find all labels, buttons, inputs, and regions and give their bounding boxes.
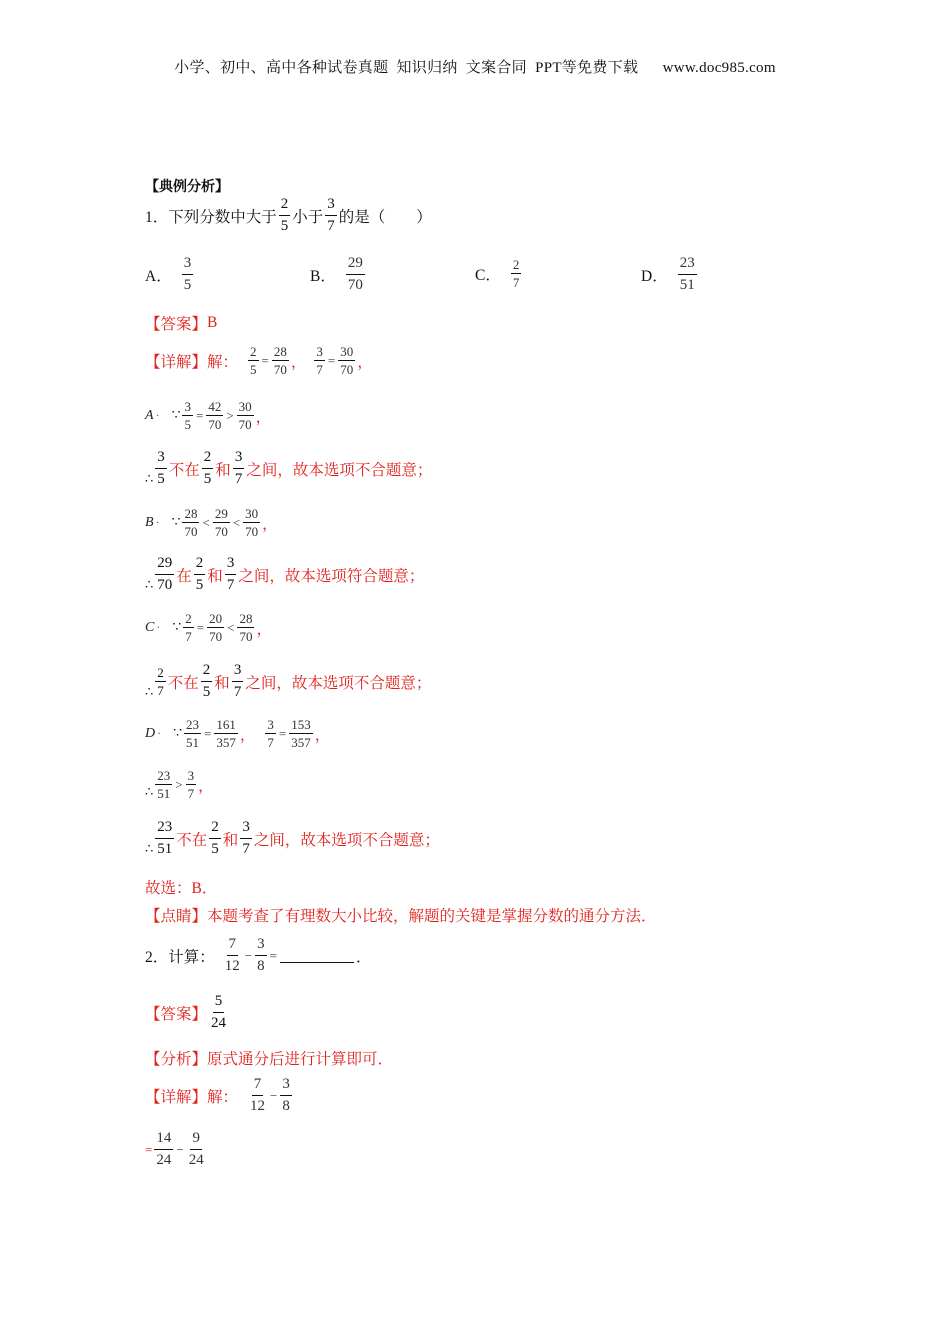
q2-answer: 【答案】 $\frac{5}{24}$ <box>145 993 227 1031</box>
q2-analysis: 【分析】 原式通分后进行计算即可． <box>145 1051 394 1068</box>
page-header: 小学、初中、高中各种试卷真题 知识归纳 文案合同 PPT等免费下载 www.doc985.com <box>174 60 776 76</box>
question-text: 下列分数中大于 <box>168 208 277 226</box>
detail-line: 【详解】 解： $\frac{2}{5}$ = $\frac{28}{70}$ ， $\frac{3}{7}$ = $\frac{30}{70}$ ， <box>145 344 373 377</box>
q2-detail: 【详解】 解： $\frac{7}{12}$ − $\frac{3}{8}$ <box>145 1076 290 1114</box>
question-2: 2． 计算： $\frac{7}{12}$ − $\frac{3}{8}$ = ． <box>145 936 372 974</box>
analysis-b: B · ∵ $\frac{28}{70}$ < $\frac{29}{70}$ < $\frac{30}{70}$ ， <box>145 506 278 539</box>
fraction: $\frac{2}{5}$ <box>280 196 289 234</box>
compare-d: ∴ $\frac{23}{51}$ > $\frac{3}{7}$ ， <box>145 768 214 801</box>
answer-line: 【答案】 B <box>145 314 218 333</box>
conclusion-d: ∴ $\frac{23}{51}$ 不在 $\frac{2}{5}$ 和 $\frac{3}{7}$ 之间，故本选项不合题意； <box>145 819 440 857</box>
conclusion-a: ∴ $\frac{3}{5}$ 不在 $\frac{2}{5}$ 和 $\frac{3}{7}$ 之间，故本选项不合题意； <box>145 449 433 487</box>
q1-conclusion: 故选：B． <box>145 880 218 897</box>
answer-blank <box>280 948 354 963</box>
conclusion-b: ∴ $\frac{29}{70}$ 在 $\frac{2}{5}$ 和 $\frac{3}{7}$ 之间，故本选项符合题意； <box>145 555 425 593</box>
q2-step: = $\frac{14}{24}$ − $\frac{9}{24}$ <box>145 1130 204 1168</box>
conclusion-c: ∴ $\frac{2}{7}$ 不在 $\frac{2}{5}$ 和 $\frac{3}{7}$ 之间，故本选项不合题意； <box>145 662 432 700</box>
option-d: D． $\frac{23}{51}$ <box>641 255 695 293</box>
question-number: 1． <box>145 208 169 226</box>
analysis-a: A · ∵ $\frac{3}{5}$ = $\frac{42}{70}$ > $\frac{30}{70}$ ， <box>145 399 272 432</box>
fraction: $\frac{3}{7}$ <box>327 196 335 234</box>
option-a: A． $\frac{3}{5}$ <box>145 255 192 293</box>
question-1 <box>145 197 432 234</box>
option-c: C． $\frac{2}{7}$ <box>475 257 520 290</box>
option-b: B． $\frac{29}{70}$ <box>310 255 363 293</box>
analysis-d: D · ∵ $\frac{23}{51}$ = $\frac{161}{357}$ ， $\frac{3}{7}$ = $\frac{153}{357}$ ， <box>145 717 331 750</box>
question-text: 的是（ ） <box>338 208 432 226</box>
q1-point: 【点睛】 本题考查了有理数大小比较，解题的关键是掌握分数的通分方法． <box>145 908 657 925</box>
question-text: 小于 <box>292 208 324 226</box>
analysis-c: C · ∵ $\frac{2}{7}$ = $\frac{20}{70}$ < $\frac{28}{70}$ ， <box>145 611 272 644</box>
section-title: 【典例分析】 <box>145 180 229 195</box>
